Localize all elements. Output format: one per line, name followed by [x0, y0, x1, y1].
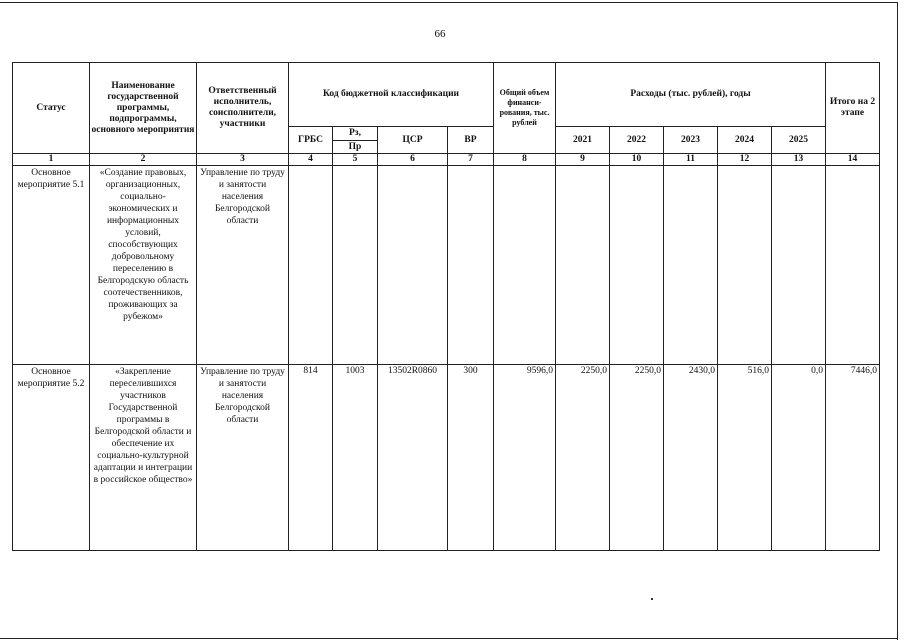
row-name: «Закрепление переселившихся участников Государственной программы в Белгородской области и обеспечение их социально-культурной адаптации и интеграции в российское общество»	[90, 365, 197, 551]
page-number: 66	[434, 28, 446, 40]
budget-table	[12, 62, 880, 551]
column-number: 3	[197, 154, 289, 166]
page-frame-right	[897, 2, 898, 640]
header-stage-total: Итого на 2 этапе	[826, 63, 880, 154]
row-grbs: 814	[289, 365, 333, 551]
row-name: «Создание правовых, организационных, социально-экономических и информационных условий, способствующих добровольному переселению в Белгородскую область соотечественников, проживающих за рубежом»	[90, 166, 197, 365]
column-number: 10	[610, 154, 664, 166]
row-rz-pr: 1003	[333, 365, 378, 551]
row-total	[494, 166, 556, 365]
column-number: 12	[718, 154, 772, 166]
row-2023: 2430,0	[664, 365, 718, 551]
header-name: Наименование государственной программы, подпрограммы, основного мероприятия	[90, 63, 197, 154]
row-2025	[772, 166, 826, 365]
row-status: Основное мероприятие 5.2	[13, 365, 90, 551]
row-vr: 300	[448, 365, 494, 551]
column-number-row	[13, 154, 880, 166]
table-row	[13, 365, 880, 551]
row-rz-pr	[333, 166, 378, 365]
header-year-2025: 2025	[772, 127, 826, 154]
column-number: 6	[378, 154, 448, 166]
header-pr: Пр	[333, 141, 378, 154]
row-stage-total	[826, 166, 880, 365]
column-number: 2	[90, 154, 197, 166]
row-2021: 2250,0	[556, 365, 610, 551]
table-row	[13, 166, 880, 365]
header-vr: ВР	[448, 127, 494, 154]
column-number: 5	[333, 154, 378, 166]
row-2024: 516,0	[718, 365, 772, 551]
row-status: Основное мероприятие 5.1	[13, 166, 90, 365]
row-2022: 2250,0	[610, 365, 664, 551]
header-rz: Рз,	[333, 127, 378, 141]
row-grbs	[289, 166, 333, 365]
header-year-2022: 2022	[610, 127, 664, 154]
row-csr: 13502R0860	[378, 365, 448, 551]
header-budget-code: Код бюджетной классификации	[289, 63, 494, 127]
column-number: 13	[772, 154, 826, 166]
row-2025: 0,0	[772, 365, 826, 551]
header-csr: ЦСР	[378, 127, 448, 154]
column-number: 14	[826, 154, 880, 166]
row-2021	[556, 166, 610, 365]
column-number: 9	[556, 154, 610, 166]
header-row-top	[13, 63, 880, 127]
row-2024	[718, 166, 772, 365]
header-grbs: ГРБС	[289, 127, 333, 154]
row-2023	[664, 166, 718, 365]
header-year-2023: 2023	[664, 127, 718, 154]
row-total: 9596,0	[494, 365, 556, 551]
row-stage-total: 7446,0	[826, 365, 880, 551]
scan-speck	[651, 598, 653, 600]
page-frame-bottom	[0, 638, 898, 639]
row-responsible: Управление по труду и занятости населения Белгородской области	[197, 166, 289, 365]
header-expenses: Расходы (тыс. рублей), годы	[556, 63, 826, 127]
header-responsible: Ответственный исполнитель, соисполнители, участники	[197, 63, 289, 154]
row-csr	[378, 166, 448, 365]
column-number: 4	[289, 154, 333, 166]
row-2022	[610, 166, 664, 365]
header-status: Статус	[13, 63, 90, 154]
header-year-2021: 2021	[556, 127, 610, 154]
column-number: 11	[664, 154, 718, 166]
column-number: 1	[13, 154, 90, 166]
column-number: 8	[494, 154, 556, 166]
column-number: 7	[448, 154, 494, 166]
page-frame-top	[0, 2, 898, 3]
header-total-volume: Общий объем финанси-рования, тыс. рублей	[494, 63, 556, 154]
header-year-2024: 2024	[718, 127, 772, 154]
row-responsible: Управление по труду и занятости населения Белгородской области	[197, 365, 289, 551]
row-vr	[448, 166, 494, 365]
